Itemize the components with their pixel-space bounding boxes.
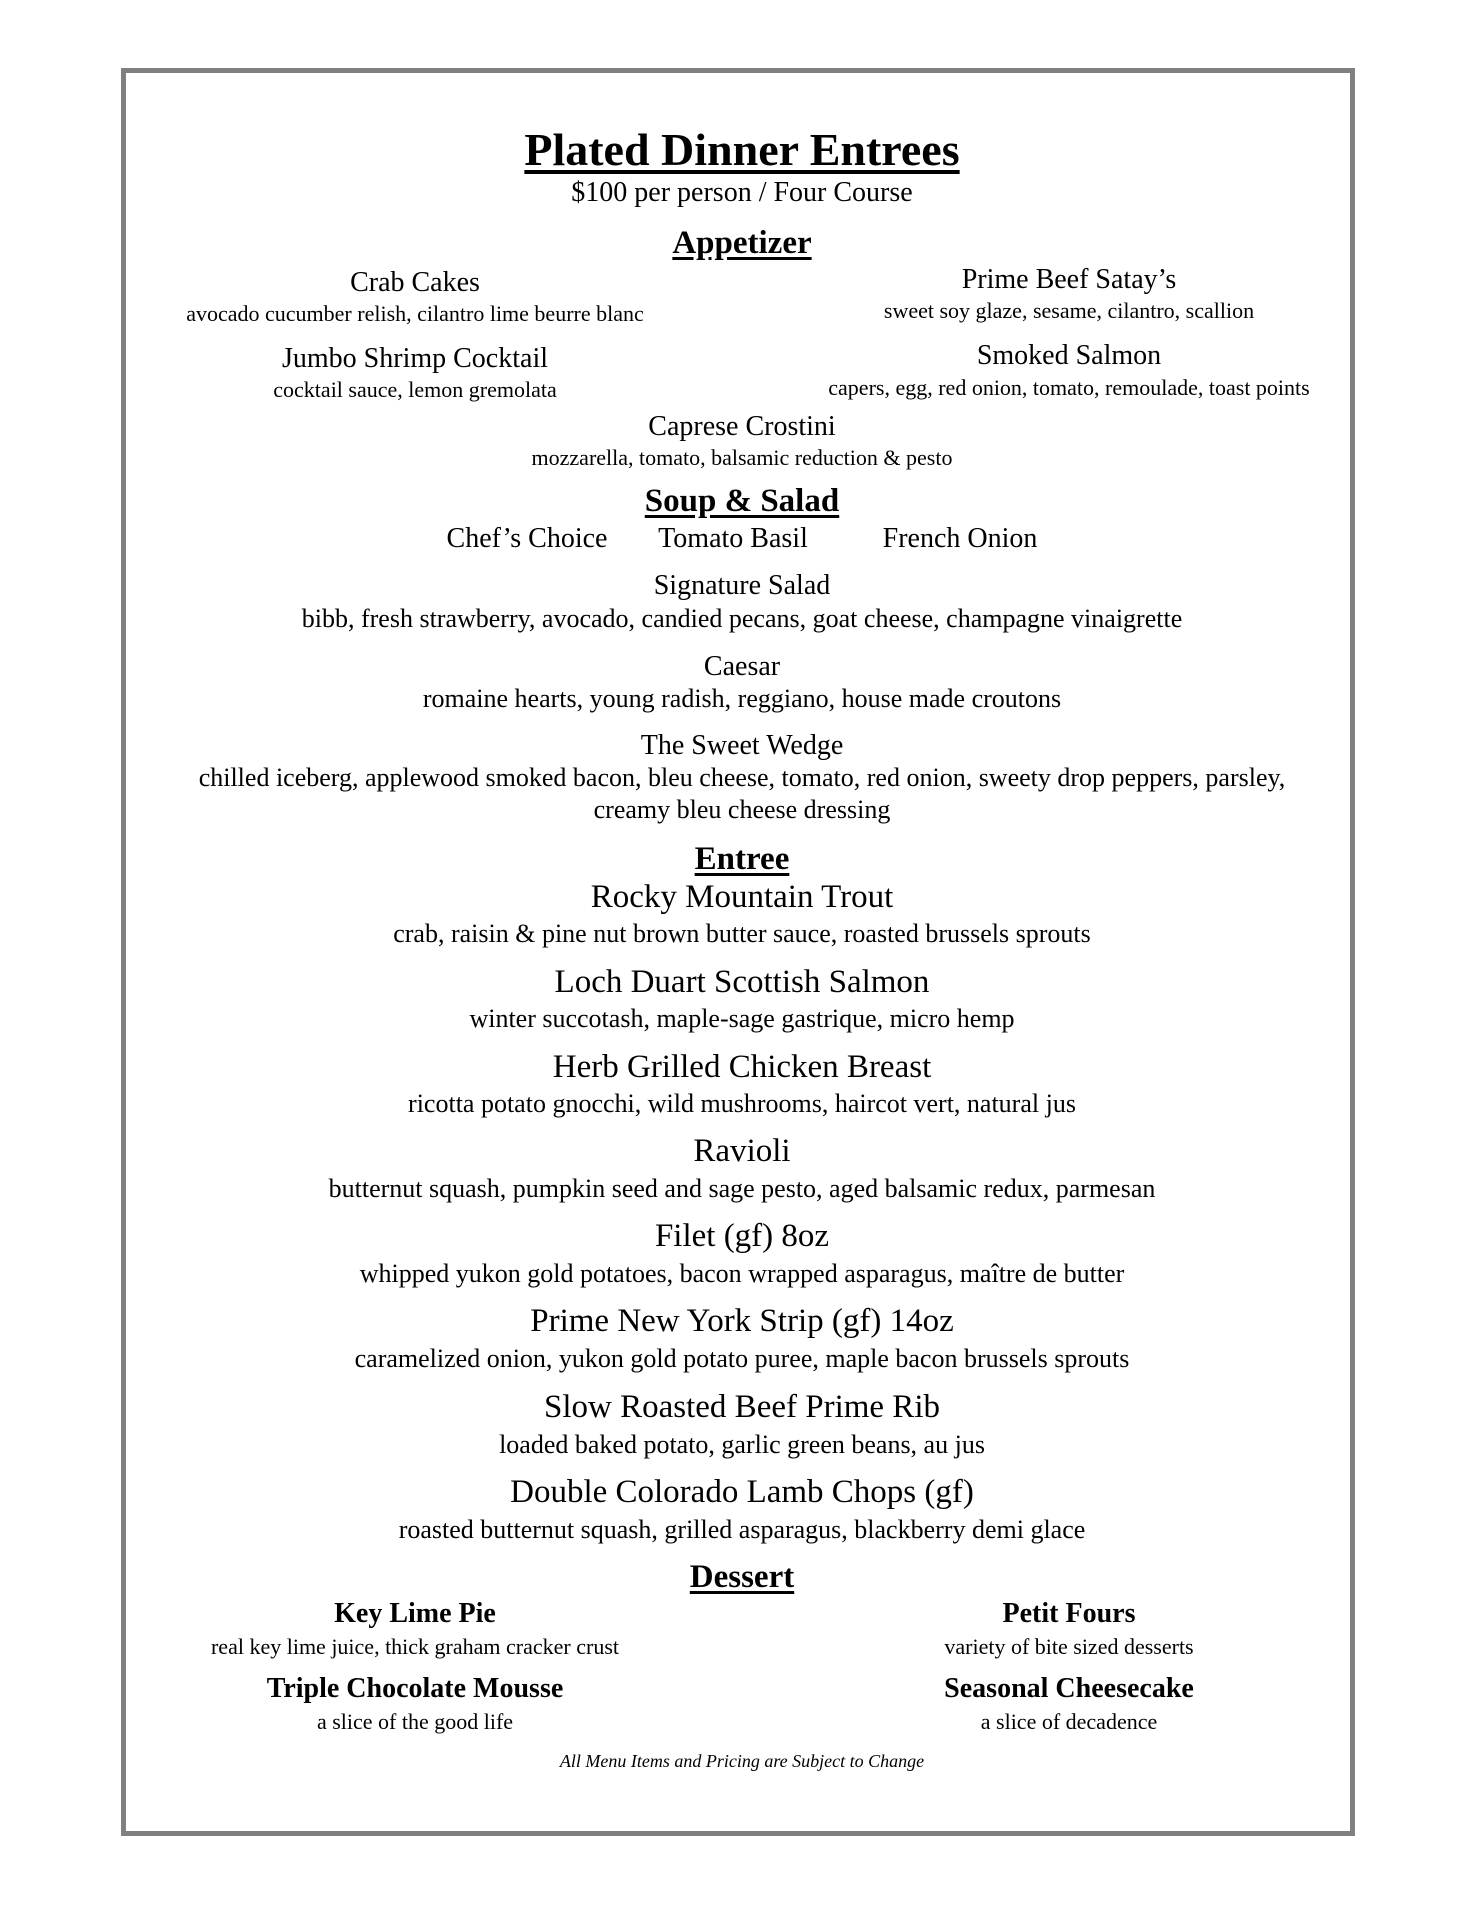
appetizer-name: Smoked Salmon <box>976 340 1162 371</box>
salad-name: The Sweet Wedge <box>640 730 844 761</box>
dessert-desc: a slice of the good life <box>316 1709 514 1734</box>
price-subtitle: $100 per person / Four Course <box>571 177 913 208</box>
appetizer-desc: avocado cucumber relish, cilantro lime beurre blanc <box>186 301 644 326</box>
entree-name: Double Colorado Lamb Chops (gf) <box>510 1474 974 1510</box>
appetizer-desc: cocktail sauce, lemon gremolata <box>273 377 557 402</box>
soup-option: French Onion <box>882 523 1038 554</box>
appetizer-name: Jumbo Shrimp Cocktail <box>282 343 548 374</box>
appetizer-desc: sweet soy glaze, sesame, cilantro, scallion <box>883 298 1255 323</box>
entree-desc: crab, raisin & pine nut brown butter sauce, roasted brussels sprouts <box>393 919 1091 948</box>
appetizer-desc: capers, egg, red onion, tomato, remoulade, toast points <box>828 375 1310 400</box>
salad-desc: romaine hearts, young radish, reggiano, house made croutons <box>422 684 1062 713</box>
entree-desc: roasted butternut squash, grilled asparagus, blackberry demi glace <box>398 1515 1086 1544</box>
salad-desc: bibb, fresh strawberry, avocado, candied pecans, goat cheese, champagne vinaigrette <box>301 604 1183 633</box>
appetizer-name: Crab Cakes <box>350 267 480 298</box>
salad-name: Caesar <box>703 651 781 682</box>
entree-desc: butternut squash, pumpkin seed and sage pesto, aged balsamic redux, parmesan <box>328 1174 1156 1203</box>
dessert-desc: variety of bite sized desserts <box>944 1634 1194 1659</box>
entree-name: Loch Duart Scottish Salmon <box>554 964 930 1000</box>
entree-desc: loaded baked potato, garlic green beans, au jus <box>499 1430 985 1459</box>
soup-option: Chef’s Choice <box>446 523 608 554</box>
dessert-name: Seasonal Cheesecake <box>944 1673 1194 1704</box>
entree-name: Ravioli <box>693 1133 791 1169</box>
dessert-desc: a slice of decadence <box>980 1709 1158 1734</box>
page-title: Plated Dinner Entrees <box>524 124 960 175</box>
salad-name: Signature Salad <box>653 570 831 601</box>
footer-note: All Menu Items and Pricing are Subject to Change <box>559 1751 925 1771</box>
entree-name: Rocky Mountain Trout <box>590 879 894 915</box>
entree-desc: caramelized onion, yukon gold potato puree, maple bacon brussels sprouts <box>354 1344 1130 1373</box>
dessert-heading: Dessert <box>689 1559 795 1595</box>
entree-desc: ricotta potato gnocchi, wild mushrooms, haircot vert, natural jus <box>408 1089 1076 1118</box>
salad-desc: creamy bleu cheese dressing <box>593 795 891 824</box>
entree-heading: Entree <box>694 841 790 877</box>
dessert-desc: real key lime juice, thick graham cracker crust <box>210 1634 620 1659</box>
entree-name: Slow Roasted Beef Prime Rib <box>544 1389 940 1425</box>
entree-desc: winter succotash, maple-sage gastrique, micro hemp <box>469 1004 1015 1033</box>
entree-desc: whipped yukon gold potatoes, bacon wrapped asparagus, maître de butter <box>359 1259 1125 1288</box>
soup-option: Tomato Basil <box>658 523 808 554</box>
entree-name: Herb Grilled Chicken Breast <box>552 1049 932 1085</box>
entree-name: Filet (gf) 8oz <box>654 1218 830 1254</box>
dessert-name: Triple Chocolate Mousse <box>266 1673 564 1704</box>
soup-salad-heading: Soup & Salad <box>644 483 840 519</box>
dessert-name: Petit Fours <box>1002 1598 1136 1629</box>
salad-desc: chilled iceberg, applewood smoked bacon, bleu cheese, tomato, red onion, sweety drop peppers, parsley, <box>198 763 1286 792</box>
dessert-name: Key Lime Pie <box>334 1598 496 1629</box>
entree-name: Prime New York Strip (gf) 14oz <box>530 1303 954 1339</box>
appetizer-name: Caprese Crostini <box>648 411 836 442</box>
appetizer-name: Prime Beef Satay’s <box>961 264 1177 295</box>
appetizer-heading: Appetizer <box>672 225 812 261</box>
appetizer-desc: mozzarella, tomato, balsamic reduction & pesto <box>531 445 953 470</box>
